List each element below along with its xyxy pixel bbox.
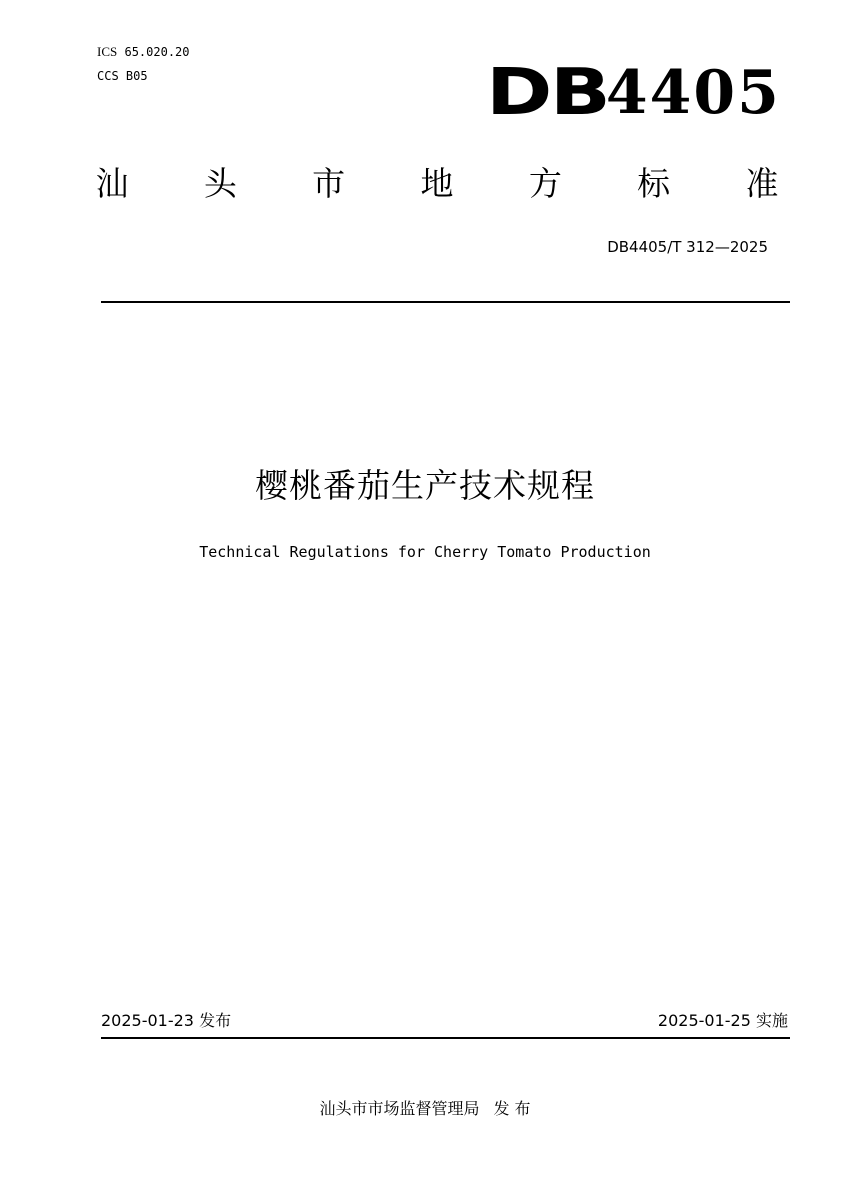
standard-type-char: 头	[203, 164, 237, 203]
issuer-name: 汕头市市场监督管理局	[319, 1099, 480, 1118]
ics-value: 65.020.20	[124, 45, 190, 59]
ccs-value: B05	[125, 69, 148, 83]
implementation-date: 2025-01-25 实施	[657, 1011, 788, 1030]
standard-code-number: 4405	[605, 58, 781, 128]
standard-type-char: 市	[312, 164, 346, 203]
top-divider	[101, 301, 790, 303]
standard-number: DB4405/T 312—2025	[607, 238, 768, 256]
standard-type-char: 地	[420, 164, 454, 203]
standard-type-char: 汕	[95, 164, 129, 203]
standard-code-logo	[486, 58, 781, 128]
ics-label: ICS	[97, 44, 118, 59]
document-title-english: Technical Regulations for Cherry Tomato Production	[199, 543, 651, 561]
issuer-line	[0, 1097, 850, 1121]
ccs-line	[97, 69, 148, 83]
standard-type-heading	[92, 160, 782, 208]
standard-type-char: 方	[528, 164, 562, 203]
issue-date: 2025-01-23 发布	[101, 1011, 232, 1030]
standard-type-char: 标	[637, 164, 671, 203]
ccs-label: CCS	[97, 69, 119, 83]
standard-type-char: 准	[745, 164, 779, 203]
document-title-chinese: 樱桃番茄生产技术规程	[255, 466, 595, 505]
bottom-divider	[101, 1037, 790, 1039]
issuer-action: 发 布	[493, 1099, 531, 1118]
ics-line	[97, 45, 190, 59]
standard-code-prefix: DB	[486, 56, 609, 130]
